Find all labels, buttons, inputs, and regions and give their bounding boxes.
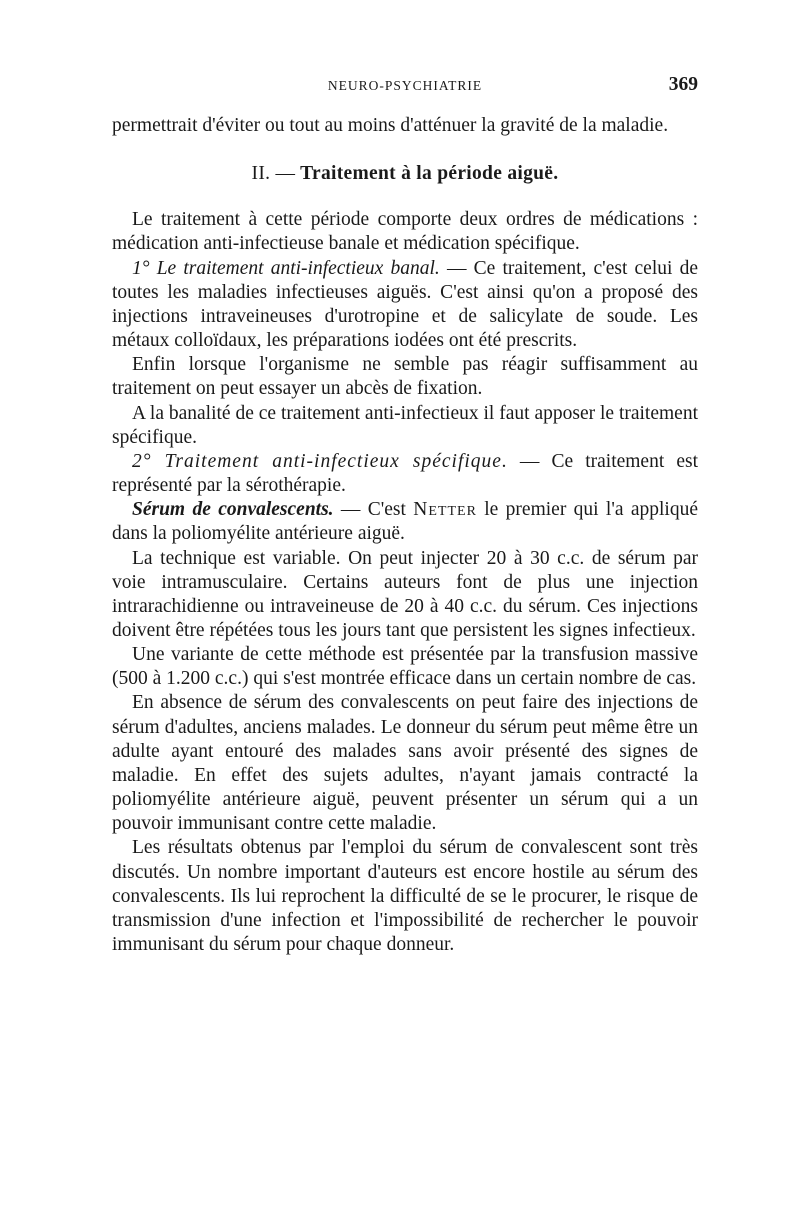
author-name: Netter <box>413 499 477 521</box>
paragraph-continuation: permettrait d'éviter ou tout au moins d'atténuer la gravité de la maladie. <box>112 115 669 136</box>
paragraph-text: — Ce traitement est représenté par la sérothérapie. <box>112 450 698 497</box>
running-head <box>112 72 698 98</box>
paragraph-lead: 2° Traitement anti-infectieux spécifique. <box>132 450 508 472</box>
paragraph: Une variante de cette méthode est présentée par la transfusion massive (500 à 1.200 c.c.) qui s'est montrée efficace dans un certain nombre de cas. <box>112 644 698 690</box>
paragraph: Enfin lorsque l'organisme ne semble pas réagir suffisamment au traitement on peut essayer un abcès de fixation. <box>112 354 698 400</box>
section-number: II. — <box>251 163 296 185</box>
section-title: Traitement à la période aiguë. <box>300 163 559 185</box>
paragraph: Les résultats obtenus par l'emploi du sérum de convalescent sont très discutés. Un nombre important d'auteurs est encore hostile au sérum des convalescents. Ils lui reprochent la difficulté de se le procurer, le risque de transmission d'une infection et l'impossibilité de rechercher le pouvoir immunisant du sérum pour chaque donneur. <box>112 837 698 955</box>
paragraph-text: — Ce traitement, c'est celui de toutes les maladies infectieuses aiguës. C'est ainsi qu'on a proposé des injections intraveineuses d'urotropine et de salicylate de soude. Les métaux colloïdaux, les préparations iodées ont été prescrits. <box>112 257 698 352</box>
book-page <box>112 72 698 957</box>
paragraph: La technique est variable. On peut injecter 20 à 30 c.c. de sérum par voie intramusculaire. Certains auteurs font de plus une injection intrarachidienne ou intraveineuse de 20 à 40 c.c. du sérum. Ces injections doivent être répétées tous les jours tant que persistent les signes infectieux. <box>112 547 698 641</box>
paragraph: A la banalité de ce traitement anti-infectieux il faut apposer le traitement spécifique. <box>112 402 698 448</box>
paragraph-lead: 1° Le traitement anti-infectieux banal. <box>132 257 440 279</box>
paragraph: Le traitement à cette période comporte deux ordres de médications : médication anti-infectieuse banale et médication spécifique. <box>112 209 698 255</box>
paragraph-lead: Sérum de convalescents. <box>132 499 334 521</box>
paragraph <box>112 450 698 498</box>
paragraph <box>112 257 698 354</box>
paragraph-text: — C'est <box>333 499 414 521</box>
paragraph <box>112 498 698 546</box>
section-heading <box>112 162 698 186</box>
page-number: 369 <box>668 74 698 95</box>
paragraph: En absence de sérum des convalescents on peut faire des injections de sérum d'adultes, anciens malades. Le donneur du sérum peut même être un adulte ayant entouré des malades sans avoir présenté des signes de maladie. En effet des sujets adultes, n'ayant jamais contracté la poliomyélite antérieure aiguë, peuvent présenter un sérum qui a un pouvoir immunisant contre cette maladie. <box>112 692 698 835</box>
paragraph-text: le premier qui l'a appliqué dans la poliomyélite antérieure aiguë. <box>112 499 699 545</box>
running-title: NEURO-PSYCHIATRIE <box>327 78 483 93</box>
